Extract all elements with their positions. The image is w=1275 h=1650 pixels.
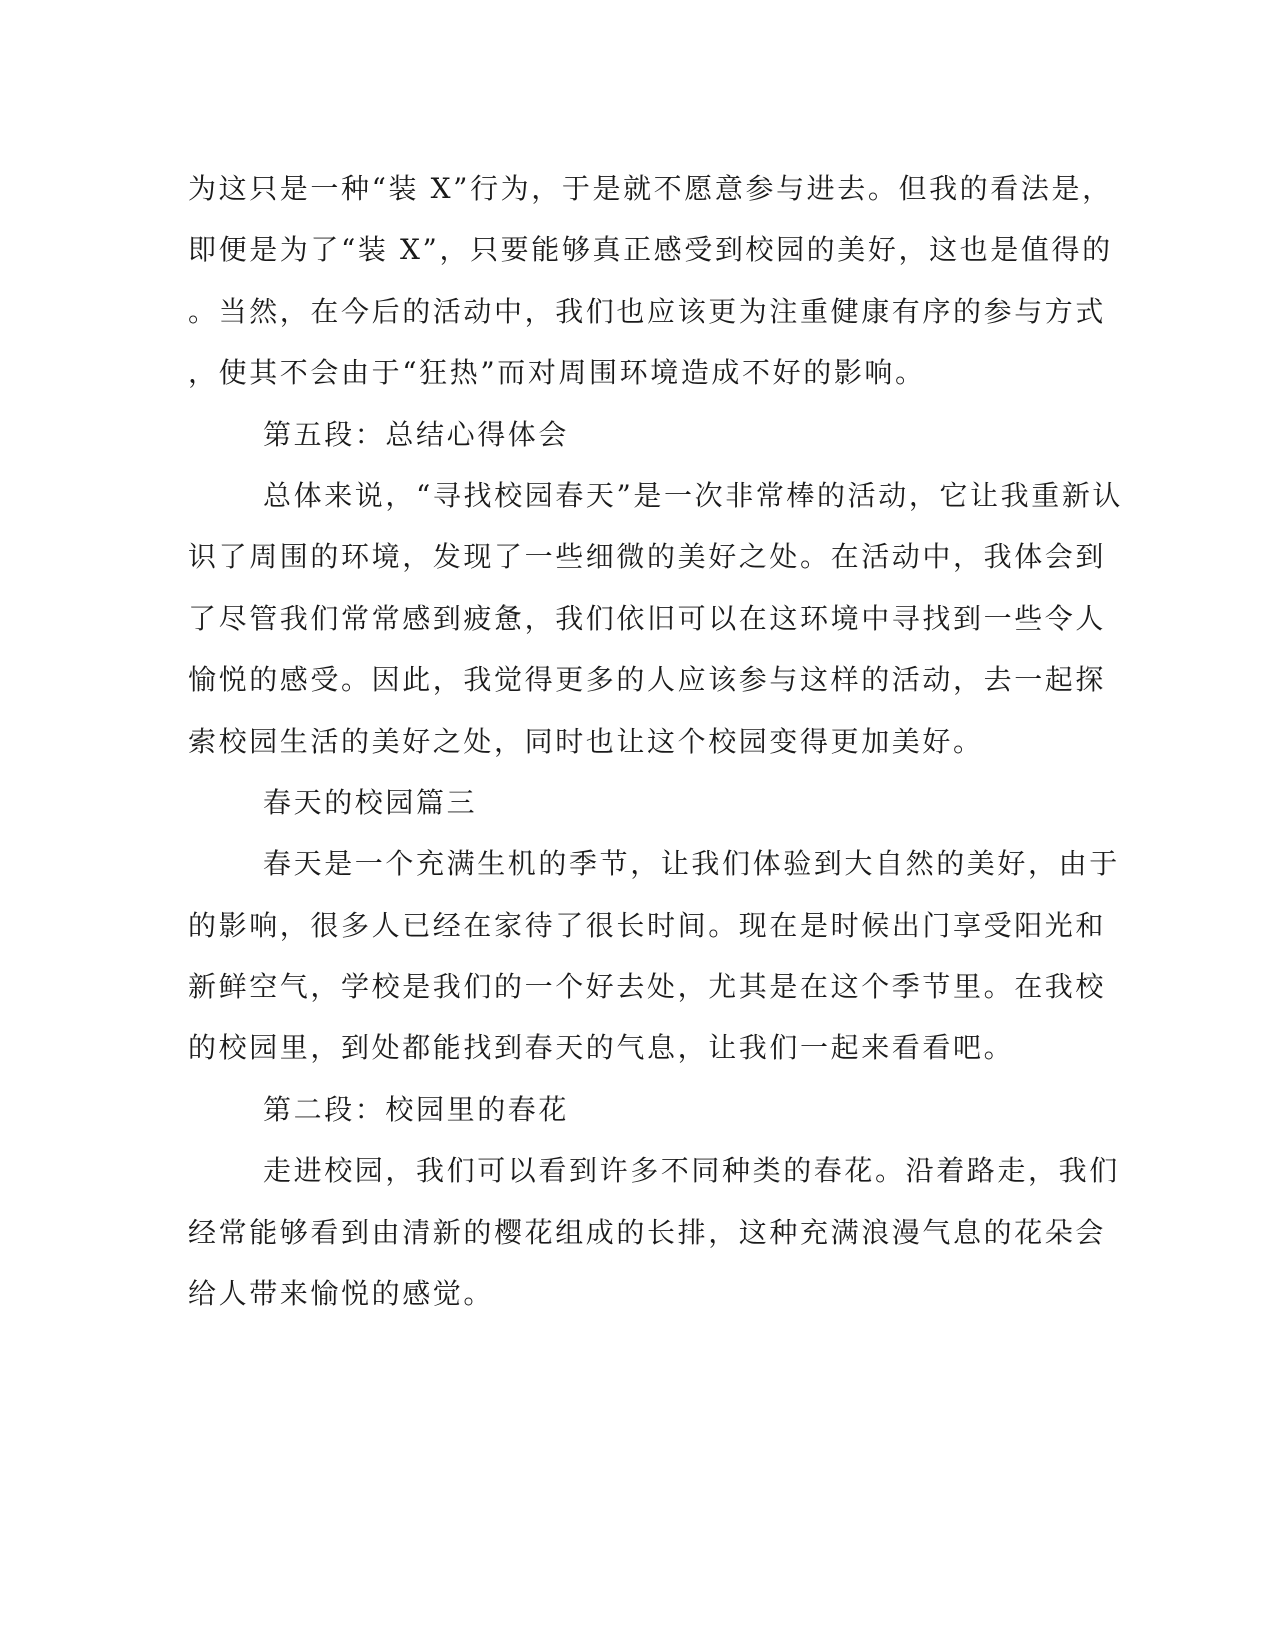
text-line: 走进校园，我们可以看到许多不同种类的春花。沿着路走，我们	[263, 1154, 1120, 1188]
section-heading: 春天的校园篇三	[263, 785, 478, 819]
text-line: 的校园里，到处都能找到春天的气息，让我们一起来看看吧。	[188, 1031, 1015, 1065]
text-line: 经常能够看到由清新的樱花组成的长排，这种充满浪漫气息的花朵会	[188, 1215, 1107, 1249]
text-line: ，使其不会由于“狂热”而对周围环境造成不好的影响。	[188, 356, 926, 390]
text-line: 给人带来愉悦的感觉。	[188, 1277, 495, 1311]
text-line: 总体来说，“寻找校园春天”是一次非常棒的活动，它让我重新认	[263, 478, 1124, 512]
section-heading: 第五段：总结心得体会	[263, 417, 570, 451]
text-line: 的影响，很多人已经在家待了很长时间。现在是时候出门享受阳光和	[188, 908, 1107, 942]
text-line: 。当然，在今后的活动中，我们也应该更为注重健康有序的参与方式	[188, 294, 1107, 328]
text-line: 识了周围的环境，发现了一些细微的美好之处。在活动中，我体会到	[188, 540, 1107, 574]
text-line: 春天是一个充满生机的季节，让我们体验到大自然的美好，由于	[263, 847, 1120, 881]
text-line: 了尽管我们常常感到疲惫，我们依旧可以在这环境中寻找到一些令人	[188, 601, 1107, 635]
text-line: 新鲜空气，学校是我们的一个好去处，尤其是在这个季节里。在我校	[188, 970, 1107, 1004]
section-heading: 第二段：校园里的春花	[263, 1092, 570, 1126]
text-line: 愉悦的感受。因此，我觉得更多的人应该参与这样的活动，去一起探	[188, 663, 1107, 697]
text-line: 为这只是一种“装 X”行为，于是就不愿意参与进去。但我的看法是，	[188, 172, 1113, 205]
document-body	[188, 158, 1124, 1324]
text-line: 索校园生活的美好之处，同时也让这个校园变得更加美好。	[188, 724, 984, 758]
text-line: 即便是为了“装 X”，只要能够真正感受到校园的美好，这也是值得的	[188, 233, 1113, 267]
